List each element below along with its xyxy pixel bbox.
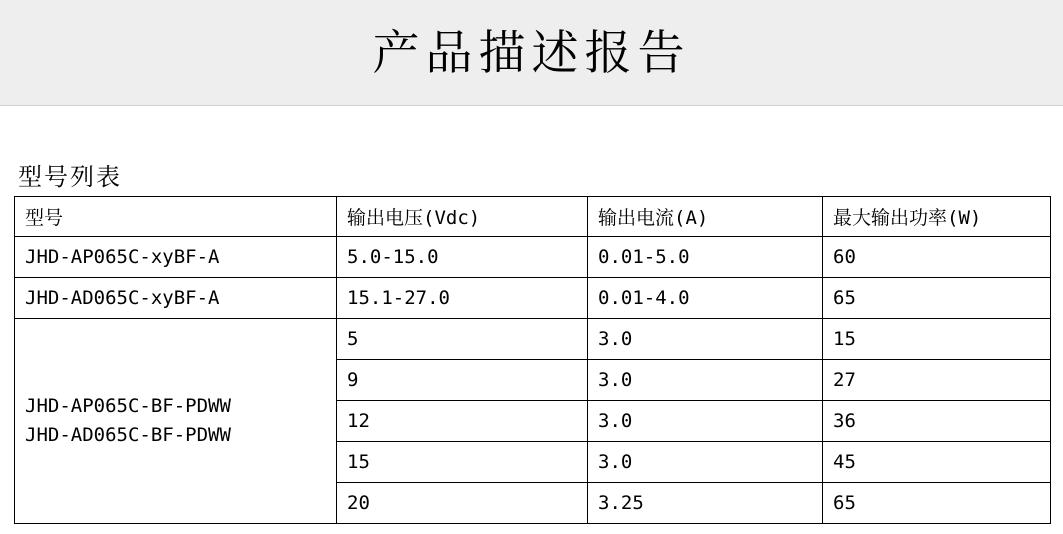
table-row	[15, 278, 1051, 319]
cell-current: 3.25	[588, 483, 823, 524]
table-row	[15, 237, 1051, 278]
column-header-power: 最大输出功率(W)	[823, 197, 1051, 237]
column-header-current: 输出电流(A)	[588, 197, 823, 237]
cell-current: 3.0	[588, 401, 823, 442]
cell-voltage: 15.1-27.0	[337, 278, 588, 319]
cell-model-group	[15, 319, 337, 524]
cell-power: 45	[823, 442, 1051, 483]
cell-voltage: 9	[337, 360, 588, 401]
cell-voltage: 12	[337, 401, 588, 442]
page-title: 产品描述报告	[372, 26, 691, 81]
cell-current: 3.0	[588, 319, 823, 360]
cell-model: JHD-AP065C-xyBF-A	[15, 237, 337, 278]
column-header-model: 型号	[15, 197, 337, 237]
cell-current: 0.01-5.0	[588, 237, 823, 278]
cell-voltage: 5.0-15.0	[337, 237, 588, 278]
cell-power: 27	[823, 360, 1051, 401]
cell-voltage: 5	[337, 319, 588, 360]
table-row	[15, 319, 1051, 360]
section-title: 型号列表	[18, 163, 122, 191]
cell-current: 3.0	[588, 442, 823, 483]
model-line-2: JHD-AD065C-BF-PDWW	[25, 424, 231, 446]
cell-power: 36	[823, 401, 1051, 442]
cell-power: 60	[823, 237, 1051, 278]
cell-current: 0.01-4.0	[588, 278, 823, 319]
spec-table	[14, 196, 1051, 524]
cell-power: 15	[823, 319, 1051, 360]
column-header-voltage: 输出电压(Vdc)	[337, 197, 588, 237]
model-line-1: JHD-AP065C-BF-PDWW	[25, 394, 231, 417]
cell-power: 65	[823, 278, 1051, 319]
cell-model: JHD-AD065C-xyBF-A	[15, 278, 337, 319]
table-header-row	[15, 197, 1051, 237]
cell-power: 65	[823, 483, 1051, 524]
cell-voltage: 15	[337, 442, 588, 483]
cell-current: 3.0	[588, 360, 823, 401]
cell-voltage: 20	[337, 483, 588, 524]
